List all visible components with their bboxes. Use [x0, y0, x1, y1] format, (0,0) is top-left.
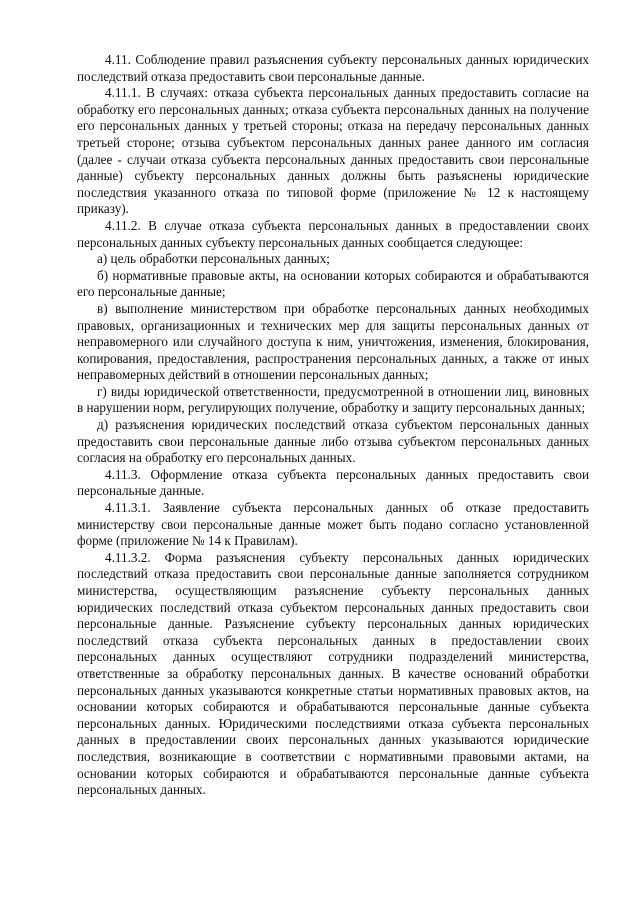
- document-page: [77, 52, 589, 799]
- paragraph-4-11-1: 4.11.1. В случаях: отказа субъекта персональных данных предоставить согласие на обработку его персональных данных; отказа субъекта персональных данных на получение его персональных данных у третьей стороны; отказа на передачу персональных данных третьей стороне; отзыва субъектом персональных данных ранее данного им согласия (далее - случаи отказа субъекта персональных данных предоставить свои персональные данные) субъекту персональных данных должны быть разъяснены юридические последствия указанного отказа по типовой форме (приложение № 12 к настоящему приказу).: [77, 85, 589, 217]
- list-item-v: в) выполнение министерством при обработке персональных данных необходимых правовых, организационных и технических мер для защиты персональных данных от неправомерного или случайного доступа к ним, уничтожения, изменения, блокирования, копирования, предоставления, распространения персональных данных, а также от иных неправомерных действий в отношении персональных данных;: [77, 300, 589, 383]
- paragraph-4-11-2: 4.11.2. В случае отказа субъекта персональных данных в предоставлении своих персональных данных субъекту персональных данных сообщается следующее:: [77, 217, 589, 250]
- paragraph-4-11-3: 4.11.3. Оформление отказа субъекта персональных данных предоставить свои персональные данные.: [77, 466, 589, 499]
- list-item-g: г) виды юридической ответственности, предусмотренной в отношении лиц, виновных в нарушении норм, регулирующих получение, обработку и защиту персональных данных;: [77, 383, 589, 416]
- list-item-b: б) нормативные правовые акты, на основании которых собираются и обрабатываются его персональные данные;: [77, 267, 589, 300]
- paragraph-4-11-3-1: 4.11.3.1. Заявление субъекта персональных данных об отказе предоставить министерству свои персональные данные может быть подано согласно установленной форме (приложение № 14 к Правилам).: [77, 500, 589, 549]
- list-item-d: д) разъяснения юридических последствий отказа субъектом персональных данных предоставить свои персональные данные либо отзыва субъектом персональных данных согласия на обработку его персональных данных.: [77, 417, 589, 466]
- paragraph-4-11: 4.11. Соблюдение правил разъяснения субъекту персональных данных юридических последствий отказа предоставить свои персональные данные.: [77, 52, 589, 84]
- paragraph-4-11-3-2: 4.11.3.2. Форма разъяснения субъекту персональных данных юридических последствий отказа предоставить свои персональные данные заполняется сотрудником министерства, осуществляющим разъяснение субъекту персональных данных юридических последствий отказа субъектом персональных данных предоставить свои персональные данные. Разъяснение субъекту персональных данных юридических последствий отказа субъекта персональных данных в предоставлении своих персональных данных осуществляют сотрудники подразделений министерства, ответственные за обработку персональных данных. В качестве оснований обработки персональных данных указываются конкретные статьи нормативных правовых актов, на основании которых собираются и обрабатываются персональные данные субъекта персональных данных. Юридическими последствиями отказа субъекта персональных данных в предоставлении своих персональных данных указываются юридические последствия, возникающие в соответствии с нормативными правовыми актами, на основании которых собираются и обрабатываются персональные данные субъекта персональных данных.: [77, 549, 589, 798]
- list-item-a: а) цель обработки персональных данных;: [97, 251, 330, 267]
